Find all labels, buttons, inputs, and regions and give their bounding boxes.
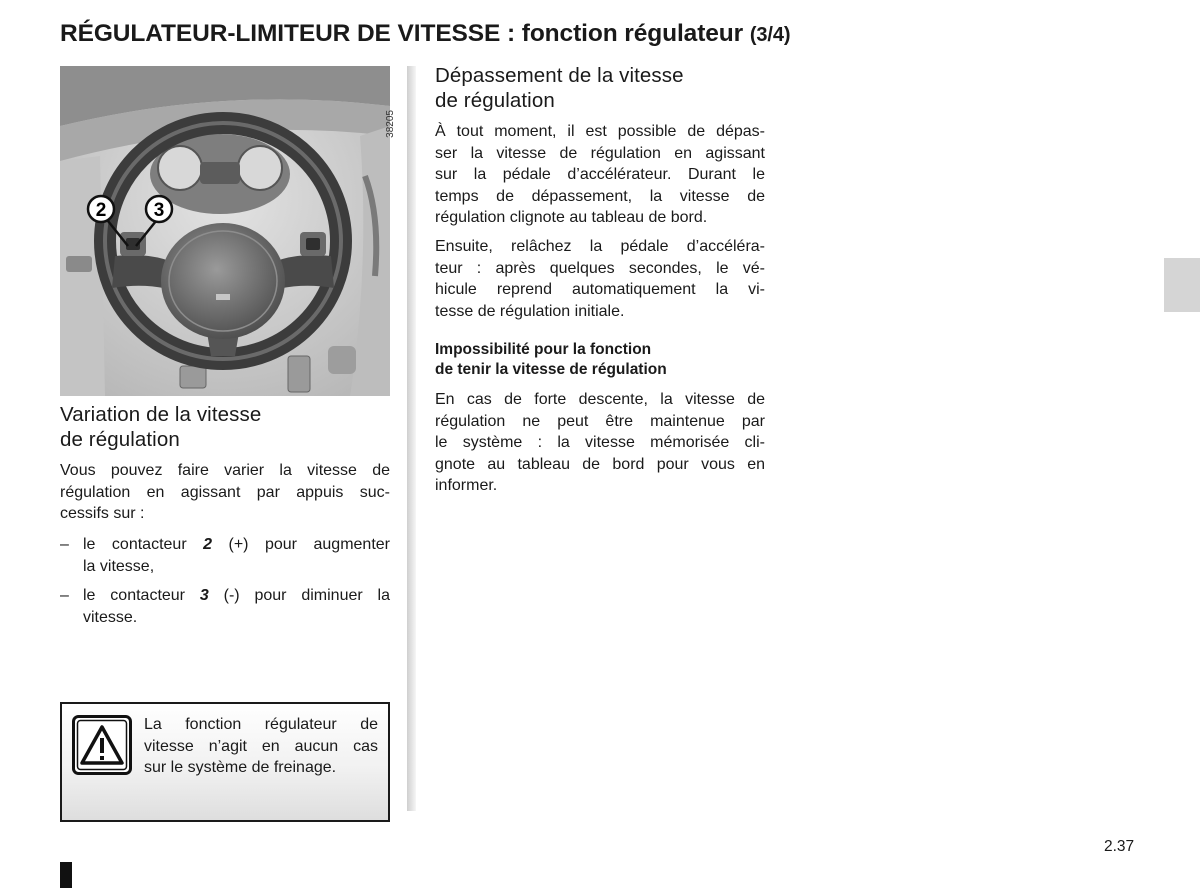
left-heading-line-2: de régulation bbox=[60, 428, 180, 451]
paragraph-line: régulation clignote au tableau de bord. bbox=[435, 209, 708, 226]
warning-line: La fonction régulateur de bbox=[144, 716, 378, 733]
callout-2-label: 2 bbox=[95, 200, 107, 221]
chapter-side-tab bbox=[1164, 258, 1200, 312]
paragraph-line: ser la vitesse de régulation en agissant bbox=[435, 144, 765, 162]
page-number: 2.37 bbox=[1104, 838, 1135, 855]
paragraph-line: À tout moment, il est possible de dépas- bbox=[435, 123, 765, 140]
page-title-text: RÉGULATEUR-LIMITEUR DE VITESSE : fonction régulateur bbox=[60, 20, 744, 47]
list-item bbox=[60, 585, 390, 628]
paragraph-line: le système : la vitesse mémorisée cli- bbox=[435, 434, 765, 451]
figure-reference-number: 38205 bbox=[385, 110, 396, 138]
subheading-line-2: de tenir la vitesse de régulation bbox=[435, 361, 667, 378]
paragraph-line: teur : après quelques secondes, le vé- bbox=[435, 259, 765, 277]
list-dash: – bbox=[60, 587, 69, 604]
paragraph-line: En cas de forte descente, la vitesse de bbox=[435, 391, 765, 408]
subheading-line-1: Impossibilité pour la fonction bbox=[435, 341, 652, 358]
paragraph-line: Vous pouvez faire varier la vitesse de bbox=[60, 462, 390, 479]
list-text: (+) pour augmenter bbox=[212, 536, 390, 553]
paragraph-line: hicule reprend automatiquement la vi- bbox=[435, 281, 765, 298]
page-title bbox=[60, 20, 790, 48]
impossibility-subheading bbox=[435, 340, 765, 380]
list-text: le contacteur bbox=[83, 536, 204, 553]
list-text: (-) pour diminuer la bbox=[208, 587, 390, 604]
list-text: le contacteur bbox=[83, 587, 200, 604]
resume-paragraph bbox=[435, 236, 765, 322]
paragraph-line: tesse de régulation initiale. bbox=[435, 302, 625, 320]
right-section-heading bbox=[435, 63, 765, 113]
paragraph-line: régulation en agissant par appuis suc- bbox=[60, 483, 390, 501]
list-item-line bbox=[83, 585, 390, 607]
paragraph-line: temps de dépassement, la vitesse de bbox=[435, 187, 765, 205]
paragraph-line: cessifs sur : bbox=[60, 505, 145, 522]
warning-box bbox=[60, 702, 390, 822]
list-item-line: vitesse. bbox=[83, 608, 138, 626]
paragraph-line: gnote au tableau de bord pour vous en bbox=[435, 455, 765, 473]
steering-wheel-illustration bbox=[60, 66, 390, 396]
warning-text bbox=[144, 714, 378, 779]
steering-wheel-figure bbox=[60, 66, 396, 396]
speed-adjust-list bbox=[60, 534, 390, 628]
column-divider bbox=[407, 66, 416, 811]
overtake-paragraph bbox=[435, 121, 765, 229]
list-item bbox=[60, 534, 390, 577]
list-dash: – bbox=[60, 536, 69, 553]
list-item-line bbox=[83, 534, 390, 556]
paragraph-line: sur la pédale d’accélérateur. Durant le bbox=[435, 166, 765, 183]
corner-crop-mark bbox=[60, 862, 72, 888]
right-heading-line-1: Dépassement de la vitesse bbox=[435, 64, 684, 87]
paragraph-line: Ensuite, relâchez la pédale d’accéléra- bbox=[435, 238, 765, 255]
paragraph-line: informer. bbox=[435, 477, 498, 494]
warning-line: sur le système de freinage. bbox=[144, 759, 337, 776]
switch-key-3: 3 bbox=[199, 587, 209, 604]
warning-triangle-icon bbox=[72, 715, 132, 775]
callout-3-label: 3 bbox=[153, 200, 165, 221]
list-item-line: la vitesse, bbox=[83, 557, 155, 575]
warning-line: vitesse n’agit en aucun cas bbox=[144, 737, 378, 755]
paragraph-line: régulation ne peut être maintenue par bbox=[435, 412, 765, 430]
left-heading-line-1: Variation de la vitesse bbox=[60, 403, 262, 426]
right-heading-line-2: de régulation bbox=[435, 89, 555, 112]
left-intro-paragraph bbox=[60, 460, 390, 525]
switch-key-2: 2 bbox=[203, 536, 213, 553]
left-section-heading bbox=[60, 402, 390, 452]
descent-paragraph bbox=[435, 389, 765, 497]
page-indicator: (3/4) bbox=[749, 24, 791, 46]
